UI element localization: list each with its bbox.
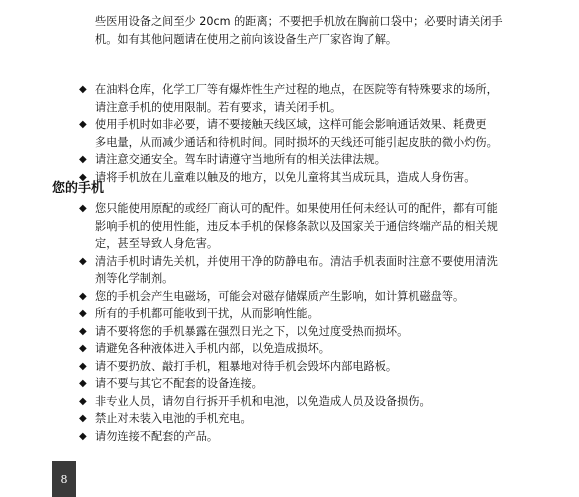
- list-item-text: [95, 116, 569, 151]
- page-number-tab: [52, 461, 76, 497]
- diamond-bullet-icon: ◆: [79, 84, 87, 95]
- list-item: [79, 288, 569, 306]
- list-item: [79, 340, 569, 358]
- list-item: [79, 253, 569, 288]
- list-item-text: [95, 428, 569, 446]
- list-item-text: [95, 81, 569, 116]
- diamond-bullet-icon: ◆: [79, 343, 87, 354]
- continuation-paragraph: [95, 13, 565, 48]
- diamond-bullet-icon: ◆: [79, 290, 87, 302]
- list-item-text: [95, 151, 569, 169]
- list-item-line: 请勿连接不配套的产品。: [95, 429, 219, 443]
- list-item-text: [95, 288, 569, 306]
- list-item: [79, 428, 569, 446]
- diamond-bullet-icon: ◆: [79, 325, 87, 337]
- diamond-bullet-icon: ◆: [79, 154, 87, 165]
- list-item: [79, 358, 569, 376]
- phone-care-list: [79, 200, 569, 445]
- list-item-line: 使用手机时如非必要，请不要接触天线区域，这样可能会影响通话效果、耗费更: [95, 118, 487, 131]
- diamond-bullet-icon: ◆: [79, 171, 87, 183]
- list-item: [79, 375, 569, 393]
- list-item-line: 请不要将您的手机暴露在强烈日光之下，以免过度受热而损坏。: [95, 324, 409, 338]
- list-item: [79, 323, 569, 341]
- list-item-line: 清洁手机时请先关机，并使用干净的防静电布。清洁手机表面时注意不要使用清洗: [95, 254, 498, 268]
- diamond-bullet-icon: ◆: [79, 430, 87, 442]
- list-item-text: [95, 200, 569, 253]
- list-item-line: 剂等化学制剂。: [95, 272, 174, 285]
- list-item-line: 请不要扔放、敲打手机，粗暴地对待手机会毁坏内部电路板。: [95, 359, 398, 373]
- section-heading: 您的手机: [52, 181, 105, 196]
- list-item-line: 请避免各种液体进入手机内部，以免造成损坏。: [95, 342, 330, 355]
- list-item: [79, 410, 569, 428]
- list-item-line: 请将手机放在儿童难以触及的地方，以免儿童将其当成玩具，造成人身伤害。: [95, 170, 476, 184]
- list-item-line: 定，甚至导致人身危害。: [95, 237, 219, 250]
- list-item: [79, 393, 569, 411]
- list-item-line: 在油料仓库，化学工厂等有爆炸性生产过程的地点，在医院等有特殊要求的场所，: [95, 83, 498, 96]
- page-number: 8: [60, 472, 68, 486]
- list-item-line: 请不要与其它不配套的设备连接。: [95, 377, 263, 390]
- list-item: [79, 200, 569, 253]
- list-item-line: 影响手机的使用性能，违反本手机的保修条款以及国家关于通信终端产品的相关规: [95, 219, 498, 233]
- list-item-text: [95, 305, 569, 323]
- list-item-text: [95, 410, 569, 428]
- list-item-text: [95, 323, 569, 341]
- diamond-bullet-icon: ◆: [79, 360, 87, 372]
- list-item: [79, 116, 569, 151]
- list-item-line: 非专业人员，请勿自行拆开手机和电池，以免造成人员及设备损伤。: [95, 394, 431, 408]
- diamond-bullet-icon: ◆: [79, 203, 87, 214]
- list-item-text: [95, 253, 569, 288]
- list-item-line: 禁止对未装入电池的手机充电。: [95, 412, 252, 425]
- continuation-line: 机。如有其他问题请在使用之前向该设备生产厂家咨询了解。: [95, 32, 398, 46]
- diamond-bullet-icon: ◆: [79, 308, 87, 319]
- list-item: [79, 151, 569, 169]
- list-item-text: [95, 375, 569, 393]
- diamond-bullet-icon: ◆: [79, 119, 87, 130]
- list-item: [79, 81, 569, 116]
- list-item-line: 请注意手机的使用限制。若有要求，请关闭手机。: [95, 100, 342, 114]
- continuation-line: 些医用设备之间至少 20cm 的距离；不要把手机放在胸前口袋中；必要时请关闭手: [95, 15, 503, 28]
- diamond-bullet-icon: ◆: [79, 378, 87, 389]
- list-item: [79, 169, 569, 187]
- list-item-text: [95, 393, 569, 411]
- list-item-line: 您只能使用原配的或经厂商认可的配件。如果使用任何未经认可的配件，都有可能: [95, 202, 498, 215]
- list-item-line: 请注意交通安全。驾车时请遵守当地所有的相关法律法规。: [95, 153, 386, 166]
- list-item-text: [95, 358, 569, 376]
- list-item-line: 多电量，从而减少通话和待机时间。同时损坏的天线还可能引起皮肤的微小灼伤。: [95, 135, 498, 149]
- list-item-line: 所有的手机都可能收到干扰，从而影响性能。: [95, 307, 319, 320]
- list-item: [79, 305, 569, 323]
- list-item-text: [95, 340, 569, 358]
- diamond-bullet-icon: ◆: [79, 255, 87, 267]
- list-item-text: [95, 169, 569, 187]
- diamond-bullet-icon: ◆: [79, 395, 87, 407]
- list-item-line: 您的手机会产生电磁场，可能会对磁存储媒质产生影响，如计算机磁盘等。: [95, 289, 465, 303]
- diamond-bullet-icon: ◆: [79, 413, 87, 424]
- safety-list: [79, 81, 569, 186]
